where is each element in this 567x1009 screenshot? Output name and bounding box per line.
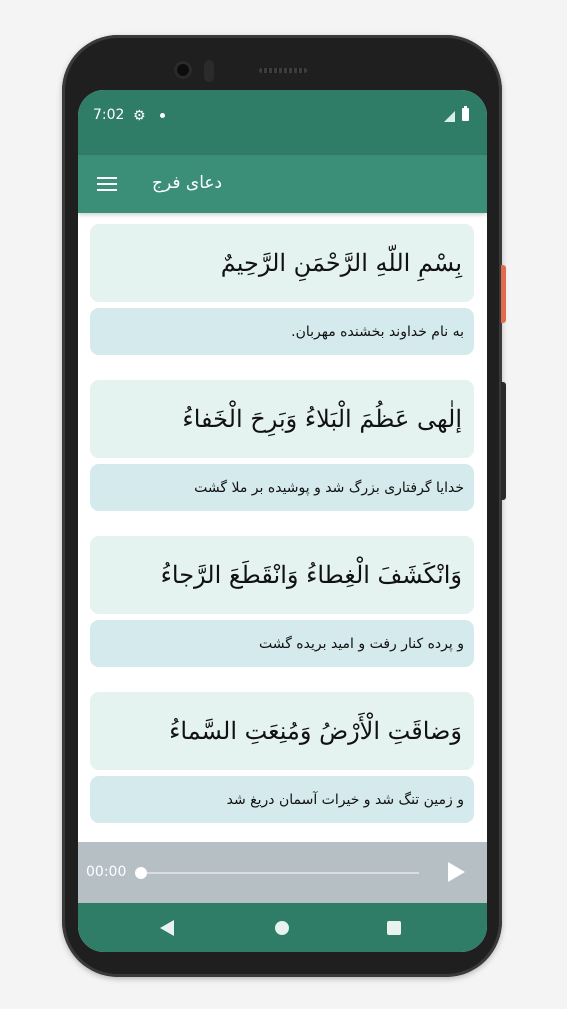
arabic-text: إلٰهى عَظُمَ الْبَلاءُ وَبَرِحَ الْخَفاءُ: [182, 405, 462, 433]
verse-item: [90, 692, 474, 823]
translation-card: [90, 776, 474, 823]
verse-item: [90, 224, 474, 355]
arabic-card: [90, 224, 474, 302]
recents-icon[interactable]: [387, 921, 401, 935]
status-bar: [78, 90, 487, 155]
translation-card: [90, 308, 474, 355]
screen: [78, 90, 487, 952]
arabic-card: [90, 536, 474, 614]
arabic-text: وَانْكَشَفَ الْغِطاءُ وَانْقَطَعَ الرَّجاءُ: [160, 561, 462, 589]
verse-list[interactable]: [78, 213, 487, 842]
seek-bar[interactable]: [141, 872, 419, 874]
arabic-card: [90, 692, 474, 770]
translation-text: و پرده کنار رفت و امید بریده گشت: [258, 635, 464, 652]
play-icon[interactable]: [448, 862, 465, 882]
gear-icon: ⚙: [133, 108, 146, 124]
power-button: [501, 265, 506, 323]
front-camera: [174, 61, 192, 79]
signal-icon: [444, 111, 455, 122]
arabic-text: بِسْمِ اللّهِ الرَّحْمَنِ الرَّحِيمٌ: [220, 249, 462, 277]
player-time: 00:00: [86, 864, 127, 880]
app-bar: [78, 155, 487, 213]
arabic-card: [90, 380, 474, 458]
translation-card: [90, 464, 474, 511]
audio-player: [78, 842, 487, 903]
verse-item: [90, 380, 474, 511]
home-icon[interactable]: [275, 921, 289, 935]
verse-item: [90, 536, 474, 667]
translation-text: خدایا گرفتاری بزرگ شد و پوشیده بر ملا گشت: [194, 479, 464, 496]
status-time: 7:02: [93, 107, 125, 123]
battery-icon: [462, 108, 469, 121]
navigation-bar: [78, 903, 487, 952]
translation-card: [90, 620, 474, 667]
translation-text: و زمین تنگ شد و خیرات آسمان دریغ شد: [226, 791, 464, 808]
volume-button: [501, 382, 506, 500]
earpiece-speaker: [259, 68, 307, 73]
back-icon[interactable]: [160, 920, 174, 936]
arabic-text: وَضاقَتِ الْأَرْضُ وَمُنِعَتِ السَّماءُ: [169, 717, 462, 745]
proximity-sensor: [204, 60, 214, 82]
page-title: دعای فرج: [152, 173, 223, 193]
translation-text: به نام خداوند بخشنده مهربان.: [291, 323, 464, 340]
seek-thumb[interactable]: [135, 867, 147, 879]
hamburger-menu-icon[interactable]: [97, 177, 117, 191]
dot-icon: [160, 113, 165, 118]
